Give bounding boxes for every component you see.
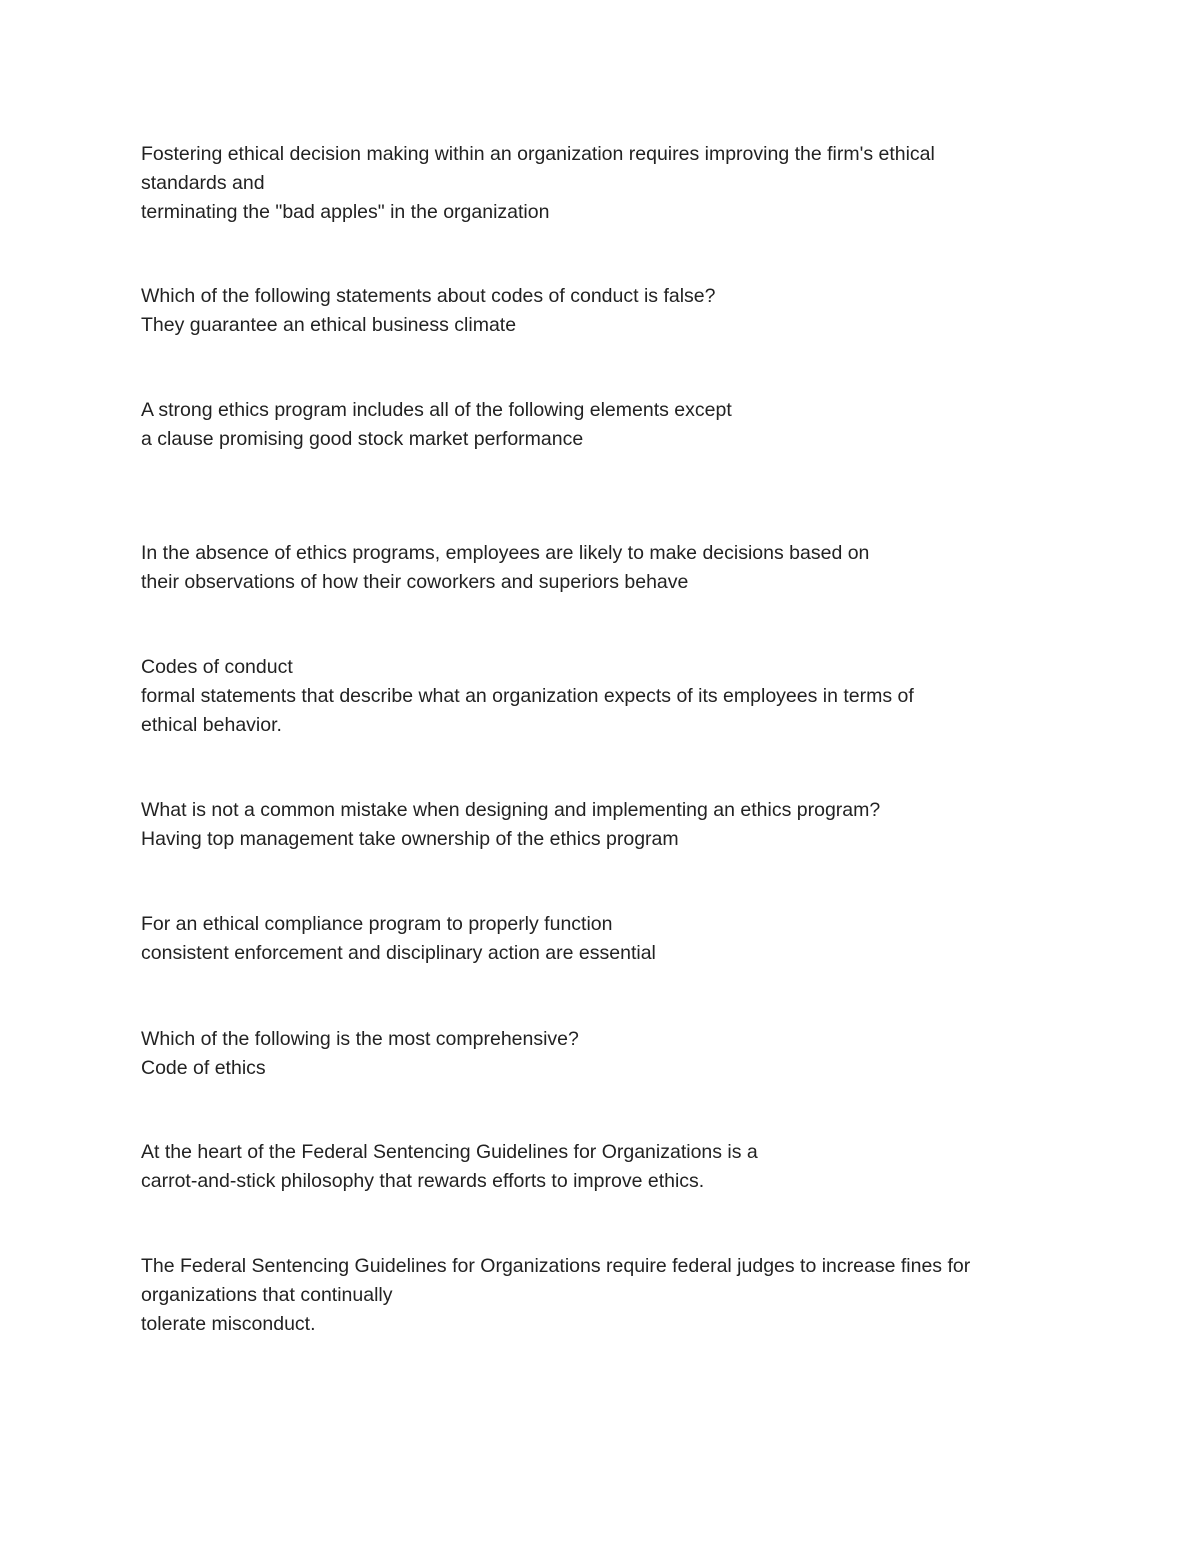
question-text: Which of the following statements about codes of conduct is false? <box>141 285 716 307</box>
answer-text: Code of ethics <box>141 1057 266 1079</box>
qa-item-6 <box>141 796 1081 854</box>
qa-item-1 <box>141 140 1081 227</box>
question-text: The Federal Sentencing Guidelines for Organizations require federal judges to increase fines for <box>141 1255 971 1277</box>
answer-text: formal statements that describe what an organization expects of its employees in terms of <box>141 685 914 707</box>
question-text: standards and <box>141 172 265 194</box>
qa-item-8 <box>141 1025 1081 1083</box>
question-text: At the heart of the Federal Sentencing Guidelines for Organizations is a <box>141 1141 758 1163</box>
answer-text: tolerate misconduct. <box>141 1313 316 1335</box>
answer-text: ethical behavior. <box>141 714 282 736</box>
qa-item-3 <box>141 396 1081 454</box>
answer-text: carrot-and-stick philosophy that rewards efforts to improve ethics. <box>141 1170 705 1192</box>
qa-item-4 <box>141 539 1081 597</box>
question-text: organizations that continually <box>141 1284 393 1306</box>
qa-item-2 <box>141 282 1081 340</box>
question-text: In the absence of ethics programs, employees are likely to make decisions based on <box>141 542 870 564</box>
qa-item-7 <box>141 910 1081 968</box>
answer-text: consistent enforcement and disciplinary action are essential <box>141 942 656 964</box>
qa-item-10 <box>141 1252 1081 1339</box>
qa-item-5 <box>141 653 1081 740</box>
question-text: Codes of conduct <box>141 656 293 678</box>
question-text: What is not a common mistake when designing and implementing an ethics program? <box>141 799 881 821</box>
answer-text: They guarantee an ethical business climate <box>141 314 517 336</box>
answer-text: terminating the "bad apples" in the organization <box>141 201 550 223</box>
answer-text: their observations of how their coworkers and superiors behave <box>141 571 689 593</box>
question-text: For an ethical compliance program to properly function <box>141 913 613 935</box>
qa-item-9 <box>141 1138 1081 1196</box>
answer-text: Having top management take ownership of the ethics program <box>141 828 679 850</box>
question-text: Which of the following is the most comprehensive? <box>141 1028 579 1050</box>
question-text: A strong ethics program includes all of the following elements except <box>141 399 732 421</box>
question-text: Fostering ethical decision making within an organization requires improving the firm's ethical <box>141 143 935 165</box>
answer-text: a clause promising good stock market performance <box>141 428 584 450</box>
